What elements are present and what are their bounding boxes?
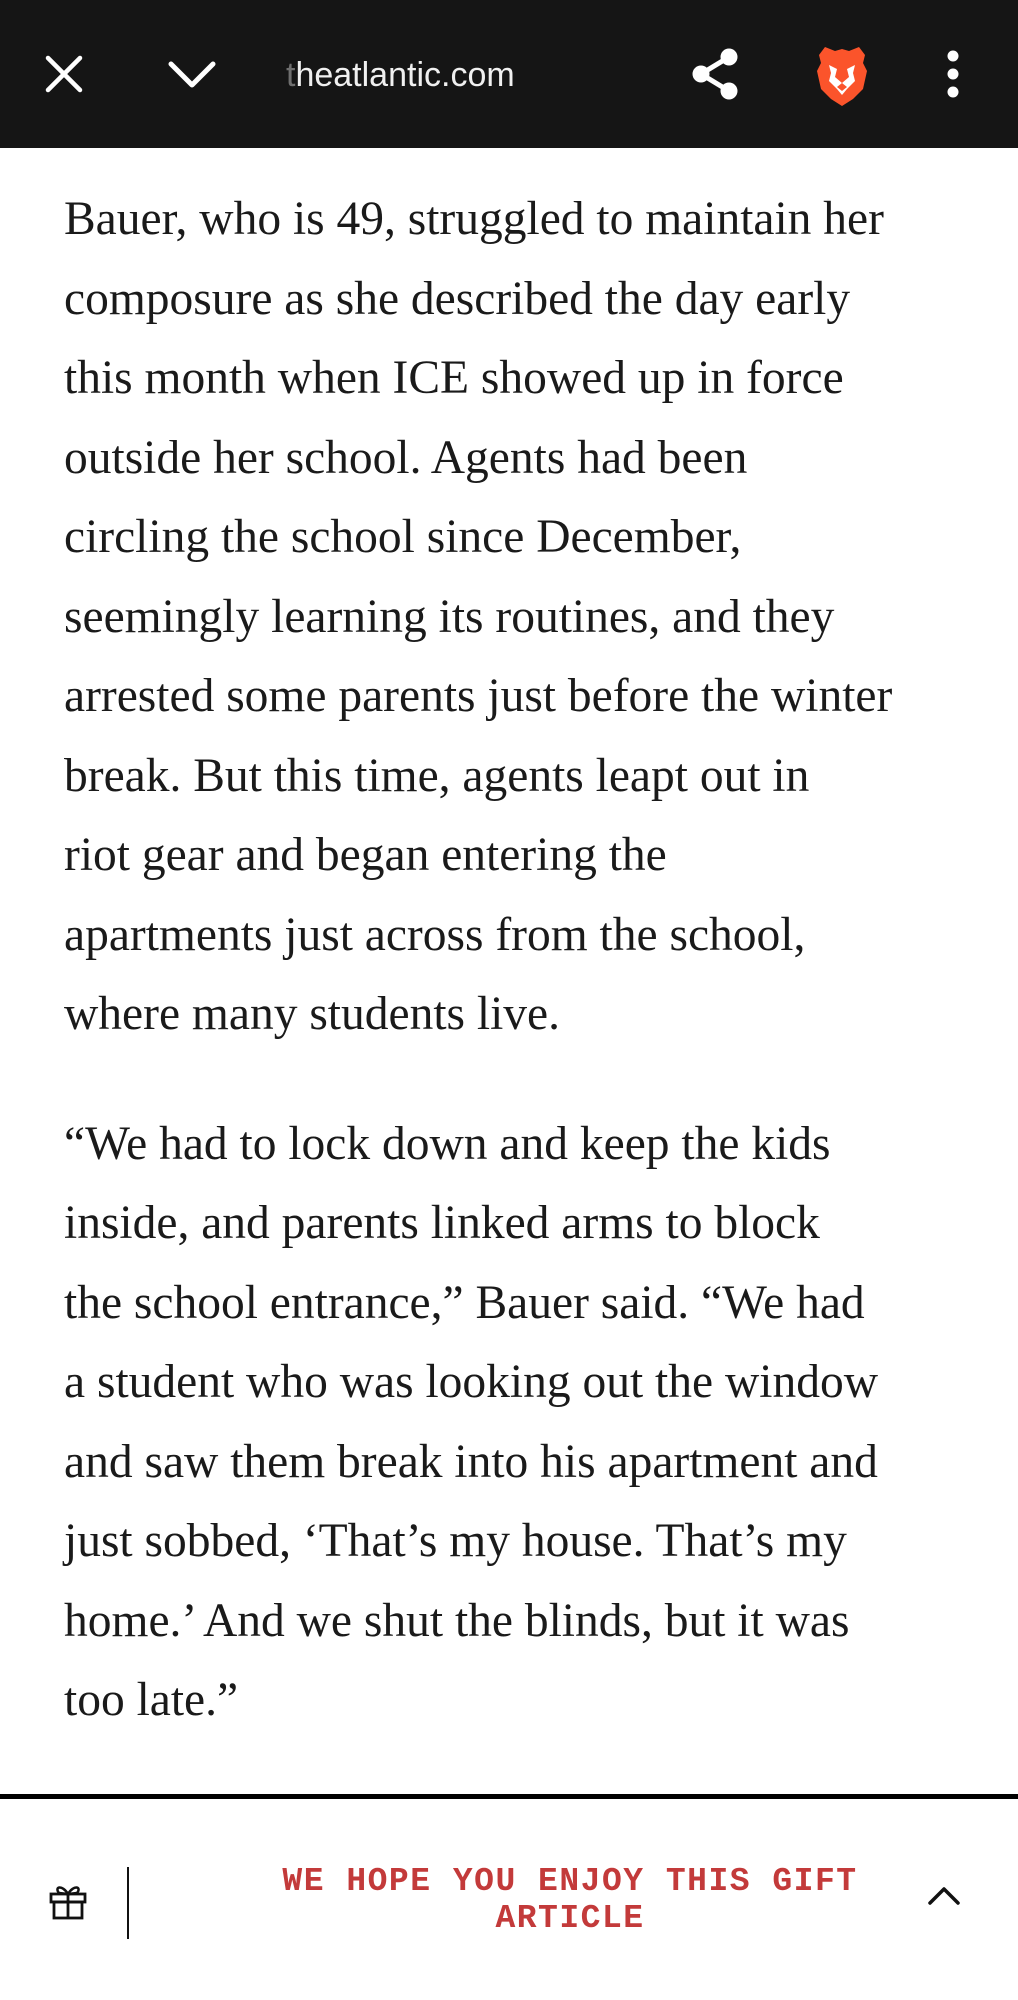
url-domain: heatlantic.com	[295, 56, 515, 94]
chevron-up-icon[interactable]	[924, 1879, 964, 1909]
gift-icon[interactable]	[48, 1881, 88, 1921]
article-paragraph: Bauer, who is 49, struggled to maintain her composure as she described the day early this month when ICE showed up in force outside her school. Agents had been circling the school since December, seemingly learning its routines, and they arrested some parents just before the winter break. But this time, agents leapt out in riot gear and began entering the apartments just across from the school, where many students live.	[64, 193, 893, 1040]
gift-banner-text[interactable]: WE HOPE YOU ENJOY THIS GIFT ARTICLE	[282, 1863, 858, 1937]
article-body	[64, 180, 964, 1791]
chevron-down-icon[interactable]	[164, 54, 220, 94]
more-vertical-icon[interactable]	[938, 46, 968, 102]
share-icon[interactable]	[688, 46, 742, 102]
gift-article-banner	[0, 1794, 1018, 2000]
brave-lion-icon[interactable]	[812, 42, 872, 110]
footer-divider	[127, 1867, 129, 1939]
article-paragraph: “We had to lock down and keep the kids inside, and parents linked arms to block the school entrance,” Bauer said. “We had a student who was looking out the window and saw them break into his apartment and just sobbed, ‘That’s my house. That’s my home.’ And we shut the blinds, but it was too late.”	[64, 1117, 879, 1726]
url-bar[interactable]	[286, 48, 515, 102]
browser-toolbar	[0, 0, 1018, 148]
url-faded-prefix: t	[286, 56, 296, 94]
close-icon[interactable]	[40, 50, 88, 98]
